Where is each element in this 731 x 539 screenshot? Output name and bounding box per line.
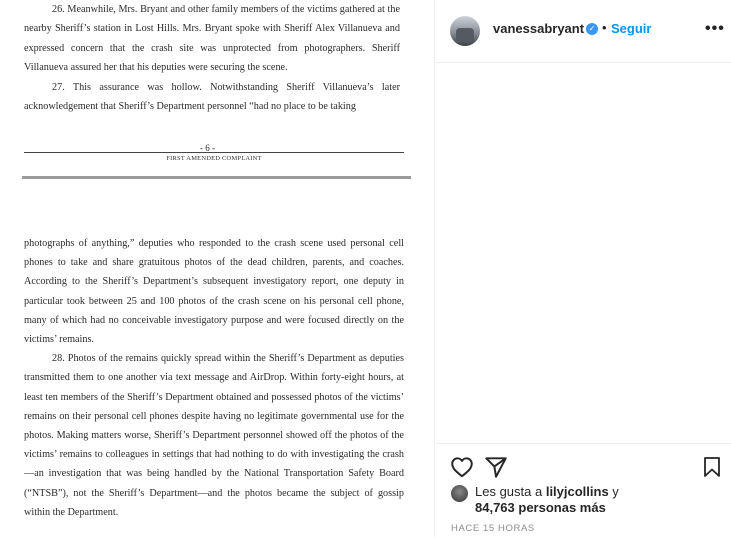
document-page-lower xyxy=(24,234,404,522)
likes-conjunction: y xyxy=(608,484,619,499)
username-link[interactable]: vanessabryant xyxy=(493,21,585,36)
paragraph-28: 28. Photos of the remains quickly spread within the Sheriff’s Department as deputies transmitted them to one another via text message and AirDrop. Within forty-eight hours, at least ten members of the Sheriff’s Department obtained and possessed photos of the victims’ remains on their personal cell phones despite having no legitimate governmental use for the photos. Making matters worse, Sheriff’s Department personnel showed off the photos of the victims’ remains to colleagues in settings that had nothing to do with investigating the crash—an investigation that was being handled by the National Transportation Safety Board (“NTSB”), not the Sheriff’s Department—and the photos became the subject of gossip within the Department. xyxy=(24,353,404,518)
share-icon[interactable] xyxy=(483,454,509,480)
more-options-icon[interactable]: ••• xyxy=(705,20,725,37)
likes-text xyxy=(475,484,725,516)
paragraph-27: 27. This assurance was hollow. Notwithstanding Sheriff Villanueva’s later acknowledgement that Sheriff’s Department personnel “had no place to be taking xyxy=(24,81,400,113)
follow-button[interactable]: Seguir xyxy=(611,21,652,36)
document-page-upper xyxy=(24,0,400,116)
liker-username-link[interactable]: lilyjcollins xyxy=(545,484,609,499)
page-number: - 6 - xyxy=(200,143,215,153)
verified-badge-icon: ✓ xyxy=(586,23,598,35)
footer-title: FIRST AMENDED COMPLAINT xyxy=(166,155,262,162)
post-sidebar xyxy=(435,0,731,538)
separator-dot: • xyxy=(602,20,607,35)
paragraph-26: 26. Meanwhile, Mrs. Bryant and other family members of the victims gathered at the nearby Sheriff’s station in Lost Hills. Mrs. Bryant spoke with Sheriff Alex Villanueva and expressed concern that the crash site was unprotected from photographers. Sheriff Villanueva assured her that his deputies were securing the scene. xyxy=(24,4,400,74)
post-timestamp[interactable]: HACE 15 HORAS xyxy=(451,523,535,534)
paragraph-27-continued: photographs of anything,” deputies who responded to the crash scene used personal cell phones to take and share gratuitous photos of the dead children, parents, and coaches. According to the Sheriff’s Department’s subsequent investigatory report, one deputy in particular took between 25 and 100 photos of the crash scene on his personal cell phone, many of which had no conceivable investigatory purpose and were focused directly on the victims’ remains. xyxy=(24,238,404,346)
heart-icon[interactable] xyxy=(449,454,475,480)
likes-count-link[interactable]: 84,763 personas más xyxy=(475,500,606,515)
page-separator xyxy=(22,176,411,179)
post-header xyxy=(435,0,731,63)
bookmark-icon[interactable] xyxy=(700,454,724,480)
profile-avatar[interactable] xyxy=(450,16,480,46)
likes-prefix: Les gusta a xyxy=(475,484,546,499)
liker-avatar[interactable] xyxy=(451,485,468,502)
post-actions xyxy=(435,443,731,539)
